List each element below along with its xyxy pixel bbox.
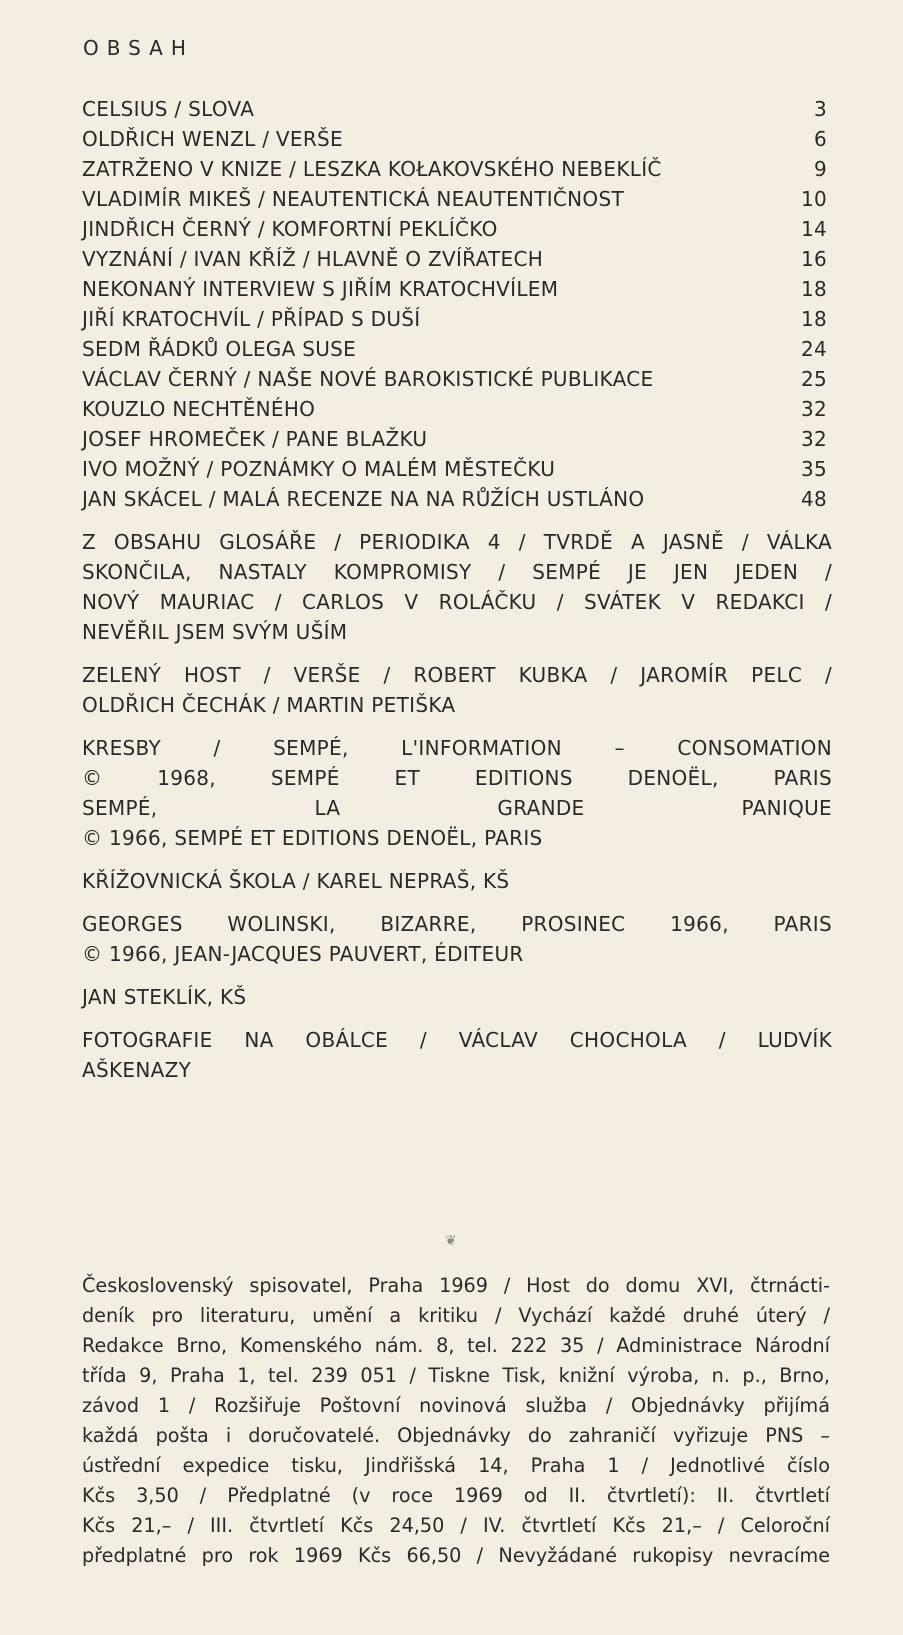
imprint-line: Kčs 21,– / III. čtvrtletí Kčs 24,50 / IV. čtvrtletí Kčs 21,– / Celoroční bbox=[82, 1514, 830, 1537]
credit-line: Z OBSAHU GLOSÁŘE / PERIODIKA 4 / TVRDĚ A JASNĚ / VÁLKA bbox=[82, 530, 832, 554]
credit-line: JAN STEKLÍK, KŠ bbox=[82, 985, 247, 1009]
credit-line: KŘÍŽOVNICKÁ ŠKOLA / KAREL NEPRAŠ, KŠ bbox=[82, 869, 510, 893]
toc-page-number: 25 bbox=[800, 367, 827, 391]
toc-page-number: 24 bbox=[800, 337, 827, 361]
imprint-line: třída 9, Praha 1, tel. 239 051 / Tiskne Tisk, knižní výroba, n. p., Brno, bbox=[82, 1364, 830, 1387]
toc-entry-title: VYZNÁNÍ / IVAN KŘÍŽ / HLAVNĚ O ZVÍŘATECH bbox=[82, 247, 544, 271]
toc-entry-title: OLDŘICH WENZL / VERŠE bbox=[82, 127, 343, 151]
toc-row bbox=[82, 154, 827, 184]
imprint-line: závod 1 / Rozšiřuje Poštovní novinová služba / Objednávky přijímá bbox=[82, 1394, 830, 1417]
toc-row bbox=[82, 424, 827, 454]
credit-block bbox=[82, 733, 832, 853]
toc-page-number: 10 bbox=[800, 187, 827, 211]
imprint-line: předplatné pro rok 1969 Kčs 66,50 / Nevyžádané rukopisy nevracíme bbox=[82, 1544, 830, 1567]
table-of-contents bbox=[82, 94, 827, 514]
toc-page-number: 18 bbox=[800, 307, 827, 331]
toc-entry-title: ZATRŽENO V KNIZE / LESZKA KOŁAKOVSKÉHO NEBEKLÍČ bbox=[82, 157, 662, 181]
credit-line: © 1968, SEMPÉ ET EDITIONS DENOËL, PARIS bbox=[82, 766, 832, 790]
credit-block bbox=[82, 1025, 832, 1085]
credit-line: AŠKENAZY bbox=[82, 1058, 192, 1082]
imprint-line: Československý spisovatel, Praha 1969 / Host do domu XVI, čtrnácti- bbox=[82, 1274, 830, 1297]
credit-line: KRESBY / SEMPÉ, L'INFORMATION – CONSOMATION bbox=[82, 736, 832, 760]
imprint-line: ústřední expedice tisku, Jindřišská 14, Praha 1 / Jednotlivé číslo bbox=[82, 1454, 830, 1477]
toc-page-number: 35 bbox=[800, 457, 827, 481]
toc-entry-title: JOSEF HROMEČEK / PANE BLAŽKU bbox=[82, 427, 428, 451]
toc-page-number: 32 bbox=[800, 427, 827, 451]
toc-entry-title: SEDM ŘÁDKŮ OLEGA SUSE bbox=[82, 337, 357, 361]
credit-block bbox=[82, 866, 832, 896]
toc-entry-title: KOUZLO NECHTĚNÉHO bbox=[82, 397, 316, 421]
toc-page-number: 3 bbox=[813, 97, 827, 121]
credit-block bbox=[82, 982, 832, 1012]
toc-entry-title: VLADIMÍR MIKEŠ / NEAUTENTICKÁ NEAUTENTIČNOST bbox=[82, 187, 624, 211]
toc-row bbox=[82, 274, 827, 304]
toc-row bbox=[82, 124, 827, 154]
imprint-line: každá pošta i doručovatelé. Objednávky do zahraničí vyřizuje PNS – bbox=[82, 1424, 830, 1447]
toc-page-number: 18 bbox=[800, 277, 827, 301]
toc-page-number: 48 bbox=[800, 487, 827, 511]
toc-row bbox=[82, 304, 827, 334]
toc-row bbox=[82, 214, 827, 244]
toc-entry-title: CELSIUS / SLOVA bbox=[82, 97, 255, 121]
credit-line: OLDŘICH ČECHÁK / MARTIN PETIŠKA bbox=[82, 693, 456, 717]
credit-line: NEVĚŘIL JSEM SVÝM UŠÍM bbox=[82, 620, 348, 644]
toc-row bbox=[82, 394, 827, 424]
toc-row bbox=[82, 94, 827, 124]
toc-page-number: 32 bbox=[800, 397, 827, 421]
imprint-line: Kčs 3,50 / Předplatné (v roce 1969 od II. čtvrtletí): II. čtvrtletí bbox=[82, 1484, 830, 1507]
credit-line: SEMPÉ, LA GRANDE PANIQUE bbox=[82, 796, 832, 820]
credit-line: GEORGES WOLINSKI, BIZARRE, PROSINEC 1966, PARIS bbox=[82, 912, 832, 936]
toc-row bbox=[82, 484, 827, 514]
credit-line: ZELENÝ HOST / VERŠE / ROBERT KUBKA / JAROMÍR PELC / bbox=[82, 663, 832, 687]
toc-row bbox=[82, 364, 827, 394]
ornament-icon: ❦ bbox=[445, 1233, 457, 1249]
credit-block bbox=[82, 660, 832, 720]
toc-entry-title: NEKONANÝ INTERVIEW S JIŘÍM KRATOCHVÍLEM bbox=[82, 277, 559, 301]
toc-row bbox=[82, 334, 827, 364]
credit-line: © 1966, SEMPÉ ET EDITIONS DENOËL, PARIS bbox=[82, 826, 543, 850]
page-title: OBSAH bbox=[83, 36, 194, 60]
toc-page-number: 14 bbox=[800, 217, 827, 241]
toc-row bbox=[82, 184, 827, 214]
toc-entry-title: IVO MOŽNÝ / POZNÁMKY O MALÉM MĚSTEČKU bbox=[82, 457, 556, 481]
toc-entry-title: JINDŘICH ČERNÝ / KOMFORTNÍ PEKLÍČKO bbox=[82, 217, 498, 241]
toc-entry-title: VÁCLAV ČERNÝ / NAŠE NOVÉ BAROKISTICKÉ PUBLIKACE bbox=[82, 367, 654, 391]
toc-page-number: 16 bbox=[800, 247, 827, 271]
credit-block bbox=[82, 527, 832, 647]
credit-block bbox=[82, 909, 832, 969]
toc-entry-title: JAN SKÁCEL / MALÁ RECENZE NA NA RŮŽÍCH USTLÁNO bbox=[82, 487, 645, 511]
imprint-line: Redakce Brno, Komenského nám. 8, tel. 222 35 / Administrace Národní bbox=[82, 1334, 830, 1357]
imprint-paragraph bbox=[82, 1271, 830, 1571]
credit-line: © 1966, JEAN-JACQUES PAUVERT, ÉDITEUR bbox=[82, 942, 524, 966]
toc-row bbox=[82, 454, 827, 484]
toc-page-number: 6 bbox=[813, 127, 827, 151]
credit-line: FOTOGRAFIE NA OBÁLCE / VÁCLAV CHOCHOLA / LUDVÍK bbox=[82, 1028, 832, 1052]
credit-line: NOVÝ MAURIAC / CARLOS V ROLÁČKU / SVÁTEK V REDAKCI / bbox=[82, 590, 832, 614]
toc-entry-title: JIŘÍ KRATOCHVÍL / PŘÍPAD S DUŠÍ bbox=[82, 307, 421, 331]
toc-page-number: 9 bbox=[813, 157, 827, 181]
toc-row bbox=[82, 244, 827, 274]
credit-line: SKONČILA, NASTALY KOMPROMISY / SEMPÉ JE JEN JEDEN / bbox=[82, 560, 832, 584]
credits-section bbox=[82, 527, 832, 1098]
imprint-line: deník pro literaturu, umění a kritiku / Vychází každé druhé úterý / bbox=[82, 1304, 830, 1327]
